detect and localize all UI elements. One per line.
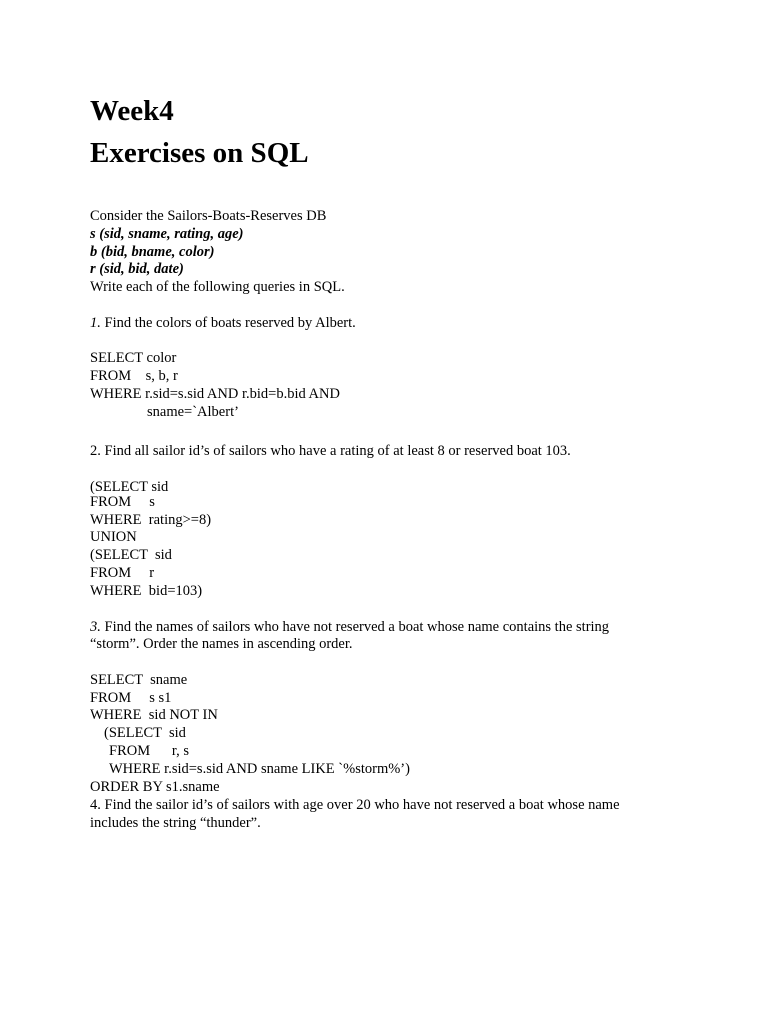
q3-sql-line: (SELECT sid: [104, 725, 186, 741]
question-1-text: Find the colors of boats reserved by Albert.: [100, 315, 356, 331]
question-3-number: 3.: [90, 619, 101, 635]
question-3-text: Find the names of sailors who have not reserved a boat whose name contains the string: [100, 619, 610, 635]
week-title: Week4: [90, 95, 174, 127]
q1-sql-line: WHERE r.sid=s.sid AND r.bid=b.bid AND: [90, 386, 340, 402]
question-4-continued: includes the string “thunder”.: [90, 815, 261, 831]
q1-sql-line: SELECT color: [90, 350, 177, 366]
q3-sql-line: FROM r, s: [109, 743, 189, 759]
q3-sql-line: WHERE r.sid=s.sid AND sname LIKE `%storm%’): [109, 761, 410, 777]
q2-sql-line: FROM r: [90, 565, 155, 581]
schema-r: r (sid, bid, date): [90, 261, 184, 277]
schema-b: b (bid, bname, color): [90, 244, 215, 260]
q1-sql-line: sname=`Albert’: [147, 404, 239, 420]
question-1-number: 1.: [90, 315, 101, 331]
question-1: [90, 315, 356, 332]
question-4: 4. Find the sailor id’s of sailors with age over 20 who have not reserved a boat whose name: [90, 797, 620, 813]
question-3: [90, 619, 609, 636]
q2-sql-line: (SELECT sid: [90, 479, 169, 495]
q2-sql-line: FROM s: [90, 494, 155, 510]
q3-sql-line: ORDER BY s1.sname: [90, 779, 220, 795]
exercise-title: Exercises on SQL: [90, 137, 309, 169]
question-2: 2. Find all sailor id’s of sailors who have a rating of at least 8 or reserved boat 103.: [90, 443, 571, 459]
schema-s: s (sid, sname, rating, age): [90, 226, 244, 242]
q3-sql-line: WHERE sid NOT IN: [90, 707, 218, 723]
q3-sql-line: SELECT sname: [90, 672, 188, 688]
question-3-continued: “storm”. Order the names in ascending order.: [90, 636, 353, 652]
instruction-text: Write each of the following queries in SQL.: [90, 279, 345, 295]
q2-sql-line: WHERE rating>=8): [90, 512, 212, 528]
q3-sql-line: FROM s s1: [90, 690, 172, 706]
q1-sql-line: FROM s, b, r: [90, 368, 178, 384]
intro-text: Consider the Sailors-Boats-Reserves DB: [90, 208, 327, 224]
q2-sql-line: WHERE bid=103): [90, 583, 203, 599]
q2-sql-line: (SELECT sid: [90, 547, 172, 563]
q2-sql-line: UNION: [90, 529, 137, 545]
